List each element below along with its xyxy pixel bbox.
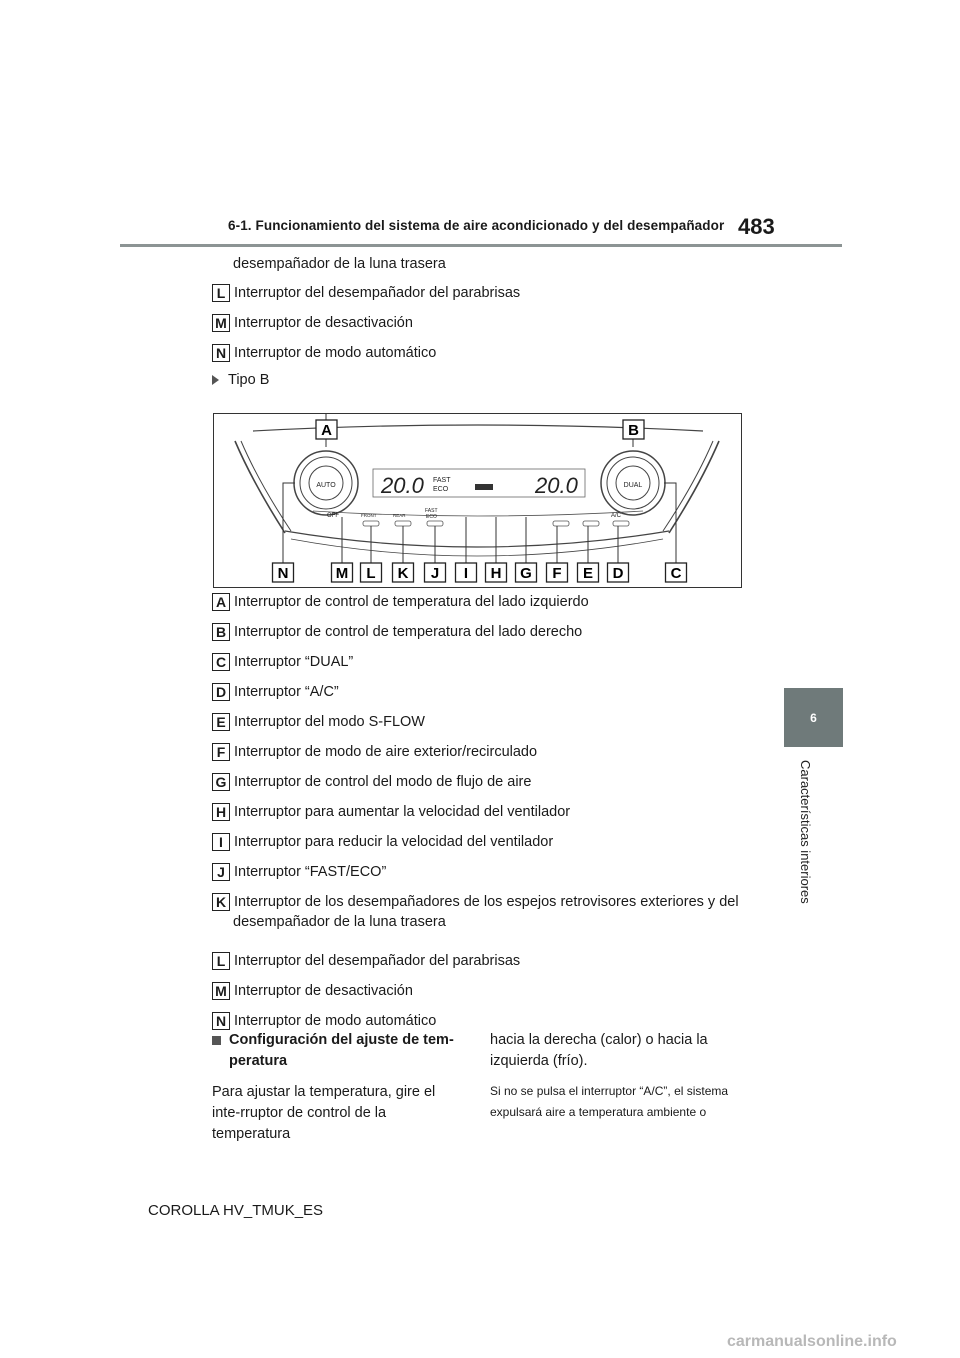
- legend-text: Interruptor de control de temperatura del lado izquierdo: [234, 594, 589, 610]
- display-fast: FAST: [433, 477, 451, 484]
- svg-text:F: F: [552, 565, 562, 582]
- chapter-side-label: Características interiores: [798, 760, 813, 904]
- item-text: Interruptor del desempañador del parabrisas: [234, 285, 521, 301]
- chapter-title: 6-1. Funcionamiento del sistema de aire acondicionado y del desempañador: [228, 218, 725, 233]
- right-paragraph: hacia la derecha (calor) o hacia la izquierda (frío).: [490, 1032, 708, 1069]
- climate-panel-diagram: [213, 413, 742, 588]
- letter-badge: N: [212, 1012, 230, 1030]
- continuation-text: desempañador de la luna trasera: [233, 256, 446, 272]
- letter-badge: A: [212, 593, 230, 611]
- legend-item-d: [212, 682, 339, 702]
- list-item: [212, 313, 413, 333]
- item-text: Interruptor de desactivación: [234, 315, 413, 331]
- display-eco: ECO: [433, 486, 449, 493]
- svg-text:J: J: [430, 565, 440, 582]
- legend-text: Interruptor “A/C”: [234, 684, 339, 700]
- letter-badge: J: [212, 863, 230, 881]
- section-right-column: [490, 1030, 750, 1123]
- legend-item-h: [212, 802, 570, 822]
- svg-text:I: I: [463, 565, 469, 582]
- legend-text: Interruptor para aumentar la velocidad del ventilador: [234, 804, 571, 820]
- page-number: 483: [738, 214, 775, 239]
- callout-j: [425, 563, 446, 582]
- chapter-number: 6: [810, 710, 817, 725]
- svg-text:G: G: [520, 565, 532, 582]
- callout-d: [608, 563, 629, 582]
- left-paragraph: Para ajustar la temperatura, gire el inte-rruptor de control de la temperatura: [212, 1084, 436, 1142]
- ac-button-label: A/C: [611, 513, 622, 519]
- chapter-tab[interactable]: [784, 688, 843, 747]
- list-item: [212, 283, 520, 303]
- legend-text: Interruptor de control de temperatura del lado derecho: [234, 624, 583, 640]
- panel-illustration: [213, 413, 742, 588]
- callout-g: [516, 563, 537, 582]
- off-button-label: OFF: [327, 513, 339, 519]
- legend-k-continuation: desempañador de la luna trasera: [233, 914, 446, 930]
- left-temp-display: 20.0: [381, 473, 424, 498]
- square-bullet-icon: [212, 1036, 221, 1045]
- letter-badge: N: [212, 344, 230, 362]
- legend-text: Interruptor “FAST/ECO”: [234, 864, 387, 880]
- callout-i: [456, 563, 477, 582]
- header-divider: [120, 244, 842, 247]
- letter-badge: H: [212, 803, 230, 821]
- section-heading: [212, 1030, 462, 1072]
- letter-badge: C: [212, 653, 230, 671]
- eco-button-label: ECO: [426, 514, 437, 520]
- letter-badge: F: [212, 743, 230, 761]
- type-label-text: Tipo B: [228, 372, 270, 388]
- fast-button-label: FAST: [425, 508, 438, 514]
- item-text: Interruptor de modo automático: [234, 345, 437, 361]
- letter-badge: L: [212, 284, 230, 302]
- svg-text:B: B: [628, 422, 639, 439]
- letter-badge: M: [212, 982, 230, 1000]
- callout-a: [316, 420, 337, 439]
- svg-text:K: K: [397, 565, 409, 582]
- triangle-bullet-icon: [212, 375, 219, 385]
- callout-l: [361, 563, 382, 582]
- letter-badge: M: [212, 314, 230, 332]
- letter-badge: G: [212, 773, 230, 791]
- list-item: [212, 343, 436, 363]
- footer-model: COROLLA HV_TMUK_ES: [148, 1202, 324, 1219]
- type-label: [212, 372, 269, 388]
- legend-item-j: [212, 862, 386, 882]
- legend-item-f: [212, 742, 537, 762]
- legend-text: Interruptor del desempañador del parabrisas: [234, 953, 521, 969]
- legend-item-b: [212, 622, 582, 642]
- letter-badge: B: [212, 623, 230, 641]
- callout-e: [578, 563, 599, 582]
- legend-item-l: [212, 951, 520, 971]
- watermark[interactable]: carmanualsonline.info: [727, 1333, 897, 1350]
- svg-text:A: A: [321, 422, 332, 439]
- letter-badge: L: [212, 952, 230, 970]
- legend-item-k: [212, 892, 739, 912]
- letter-badge: D: [212, 683, 230, 701]
- right-temp-display: 20.0: [535, 473, 578, 498]
- auto-knob-label: AUTO: [316, 482, 336, 489]
- legend-text: Interruptor de modo de aire exterior/recirculado: [234, 744, 538, 760]
- letter-badge: E: [212, 713, 230, 731]
- callout-n: [273, 563, 294, 582]
- callout-m: [332, 563, 353, 582]
- section-heading-text: Configuración del ajuste de tem-peratura: [229, 1032, 454, 1069]
- svg-text:C: C: [670, 565, 682, 582]
- right-small-paragraph: Si no se pulsa el interruptor “A/C”, el sistema expulsará aire a temperatura ambiente o: [490, 1084, 729, 1119]
- legend-text: Interruptor de control del modo de flujo de aire: [234, 774, 532, 790]
- svg-text:N: N: [277, 565, 289, 582]
- legend-item-e: [212, 712, 425, 732]
- legend-item-g: [212, 772, 531, 792]
- letter-badge: I: [212, 833, 230, 851]
- letter-badge: K: [212, 893, 230, 911]
- svg-text:H: H: [490, 565, 502, 582]
- legend-item-n: [212, 1011, 436, 1031]
- callout-f: [547, 563, 568, 582]
- callout-h: [486, 563, 507, 582]
- callout-b: [623, 420, 644, 439]
- legend-text: Interruptor “DUAL”: [234, 654, 354, 670]
- svg-text:E: E: [582, 565, 594, 582]
- dual-knob-label: DUAL: [623, 482, 643, 489]
- section-left-column: [212, 1030, 462, 1145]
- callout-c: [666, 563, 687, 582]
- legend-text: Interruptor para reducir la velocidad del ventilador: [234, 834, 554, 850]
- legend-item-c: [212, 652, 353, 672]
- svg-text:D: D: [612, 565, 624, 582]
- legend-item-m: [212, 981, 413, 1001]
- rear-button-label: REAR: [393, 513, 406, 518]
- svg-text:L: L: [366, 565, 376, 582]
- legend-item-a: [212, 592, 589, 612]
- svg-text:M: M: [335, 565, 349, 582]
- callout-k: [393, 563, 414, 582]
- legend-text: Interruptor de los desempañadores de los espejos retrovisores exteriores y del: [234, 894, 739, 910]
- legend-text: Interruptor de desactivación: [234, 983, 413, 999]
- legend-item-i: [212, 832, 553, 852]
- front-button-label: FRONT: [361, 513, 377, 518]
- legend-text: Interruptor de modo automático: [234, 1013, 437, 1029]
- legend-text: Interruptor del modo S-FLOW: [234, 714, 425, 730]
